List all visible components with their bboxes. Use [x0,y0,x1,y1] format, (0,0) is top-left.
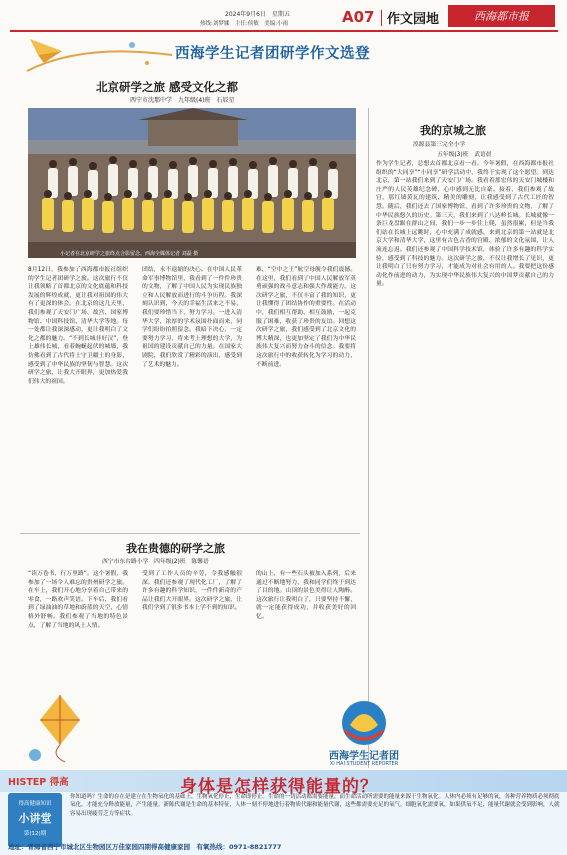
column-divider [368,108,369,768]
article1-column-2: 团结，永不退缩的决心。在中国人民革命军事博物馆里，我看到了一件件珍贵的文物，了解了中国人民为实现民族独立和人民解放而进行的斗争历程。我深刻认识到，今天的幸福生活来之不易，我们要珍惜当下，努力学习。一进入清华大学，浓厚的学术氛围扑面而来，同学们纷纷拍照留念。我暗下决心，一定要努力学习，将来考上理想的大学，为祖国的建设贡献自己的力量。在国家大剧院，我们欣赏了精彩的演出，感受到了艺术的魅力。 [142,267,242,368]
section-title: 作文园地 [387,12,440,27]
issue-date: 2024年9月6日 星期五 [225,11,290,18]
editor-credits: 热线:刘梦娜 主任:侯敏 美编:小雨 [200,21,289,27]
photo-caption: 小记者在北京研学之旅终点合影留念。西海全媒体记者 刘磊 摄 [60,251,199,257]
page-number: A07 [342,8,375,26]
ad-title: 身体是怎样获得能量的？ [180,777,378,797]
article2-title: 我的京城之旅 [420,124,486,137]
article1-column-1: 8月12日，我参加了西海都市报社组织的学生记者团研学之旅。这次旅行不仅让我领略了首都北京的文化底蕴和科技发展的辉煌成就，更让我对祖国的伟大有了更深的体会。在北京的这几天里，我们参观了天安门广场、故宫、国家博物馆、中国科技馆、清华大学等地。每一处都让我深深感动，更让我明白了文化之都的魅力。“不到长城非好汉”，登上雄伟长城，看着蜿蜒起伏的城墙，我仿佛看到了古代将士守卫疆土的身影，感受到了中华民族的坚韧与智慧。这次研学之旅，让我大开眼界，更加热爱我们伟大的祖国。 [28,267,128,385]
article3-column-3: 的山上，有一些石头被加入系列，后来通过不断地努力，我和同学们终于到达了目的地。山顶的景色美得让人陶醉。这次旅行让我明白了，只要坚持不懈，就一定能获得成功，并收获美好的回忆。 [256,571,356,620]
reporter-logo-name: 西海学生记者团 [329,751,399,762]
page-title: 西海学生记者团研学作文选登 [175,46,370,62]
ad-brand: HISTEP 得高 [8,777,69,788]
reporter-logo-english: XI HAI STUDENT REPORTER [329,761,399,767]
ad-badge-line1: 得高健康知识 [18,801,52,807]
ad-contact-footer: 地址：青海省西宁市城北区生物园区万佳家园四期得高健康家园 有氧热线：0971-8821777 [8,843,282,851]
ad-badge-line3: 第(12)期 [23,831,47,837]
student-reporter-logo [305,695,423,777]
group-photo-image [28,108,356,258]
article-divider [20,533,360,534]
article3-byline: 西宁市东台路小学 四年级(2)班 陈馨语 [102,559,209,565]
header-rule [10,30,558,32]
ad-body-text: 你知道吗？生命的存在是建立在生物氧化的基础上，生物氧化停止，生命即停止。生命的一切活动都需要能量，而生命活动所需要的能量来源于生物氧化。人体内必须有足够的氧，各种营养物质必须彻底氧化，才能充分释放能量，产生能量。新陈代谢是生命的基本特征，人体一刻不停地进行着物质代谢和能量代谢，这些都需要充足的氧气。细胞氧化需要氧，如果供氧不足，能量代谢就会受到影响，人就容易出现疲劳乏力等症状。 [70,794,560,817]
group-photo [28,108,356,258]
article1-byline: 西宁市沈那中学 九年级(4)班 石辰星 [130,97,235,104]
article2-school: 湟源县第三完全小学 [413,142,466,148]
article2-body: 作为学生记者，总想去首都北京看一看。今年暑假，在西海都市报社组织的“大同享”“小同享”研学活动中，我终于实现了这个愿望。到达北京，第一站我们来到了天安门广场。我看着那宏伟的天安门城楼和庄严的人民英雄纪念碑，心中感到无比自豪。接着，我们参观了故宫，那红墙黄瓦的建筑、精美的雕刻，让我感受到了古代工匠的智慧。随后，我们还去了国家博物馆，看到了许多珍贵的文物，了解了中华民族悠久的历史。第三天，我们来到了八达岭长城。长城就像一条巨龙盘踞在群山之间，我们一步一步往上爬，虽然很累，但是当我们站在长城上远眺时，心中充满了成就感。来到北京的第一站就是北京大学和清华大学，这里有古色古香的宫殿、浓郁的文化氛围，让人流连忘返。我们还参观了中国科学技术馆，体验了许多有趣的科学实验，感受到了科技的魅力。这次研学之旅，不仅让我增长了见识，更让我明白了只有努力学习，才能成为对社会有用的人。我要把这份感动化作前进的动力，为实现中华民族伟大复兴的中国梦贡献自己的力量。 [376,161,554,288]
newspaper-logo: 西海都市报 [448,5,555,27]
ad-badge-line2: 小讲堂 [18,812,52,825]
article3-column-2: 受到了工作人员的辛劳，令我感触很深。我们还参观了现代化工厂，了解了许多有趣的科学知识，一件件新奇的产品让我们大开眼界。这次研学之旅，让我们学到了很多书本上学不到的知识。 [142,571,242,612]
header-divider [381,10,382,26]
article3-column-1: “读万卷书，行万里路”。这个暑假，我参加了一场令人难忘的贵州研学之旅。在车上，我们开心地分享着自己带来的零食，一路欢声笑语。下车后，我们看到了绿油油的草地和蔚蓝的天空，心情格外舒畅。我们参观了当地的特色景点，了解了当地的风土人情。 [28,571,128,629]
kite-illustration [20,690,100,765]
article3-title: 我在贵德的研学之旅 [126,542,225,555]
ad-column-badge [8,793,62,847]
article1-column-3: 难，“空中之王”航空母舰令我们震撼。在这里，我们看到了中国人民解放军英勇顽强的战斗意志和强大作战能力。这次研学之旅，不仅丰富了我的知识，更让我懂得了团结协作的重要性。在活动中，我们相互帮助、相互鼓励，一起克服了困难，收获了珍贵的友谊。回想这次研学之旅，我们感受到了北京文化的博大精深，也更加坚定了我们为中华民族伟大复兴而努力奋斗的信念。我要将这次旅行中的收获转化为学习的动力，不断前进。 [256,267,356,368]
paper-plane-banner-illustration [22,33,182,79]
article1-title: 北京研学之旅 感受文化之都 [96,80,239,94]
article2-class: 五年级(3)班 武语晨 [437,152,492,158]
